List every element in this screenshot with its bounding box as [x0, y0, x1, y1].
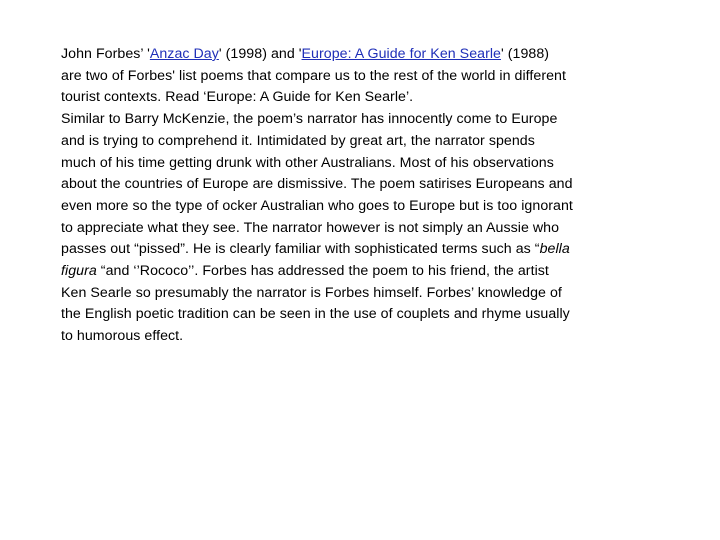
text-line — [61, 261, 666, 283]
text-segment: ' (1998) and ' — [218, 46, 302, 62]
europe-guide-link[interactable]: Europe: A Guide for Ken Searle — [301, 46, 501, 62]
text-segment: John Forbes’ ' — [61, 46, 150, 62]
text-line — [61, 239, 666, 261]
text-line: much of his time getting drunk with other Australians. Most of his observations — [61, 154, 554, 171]
text-line: to appreciate what they see. The narrator however is not simply an Aussie who — [61, 219, 560, 236]
text-line: are two of Forbes' list poems that compare us to the rest of the world in different — [61, 67, 566, 84]
text-line: the English poetic tradition can be seen in the use of couplets and rhyme usually — [61, 306, 570, 323]
text-line: Similar to Barry McKenzie, the poem’s narrator has innocently come to Europe — [61, 111, 558, 128]
text-segment: passes out “pissed”. He is clearly familiar with sophisticated terms such as — [61, 241, 531, 258]
anzac-day-link[interactable]: Anzac Day — [149, 46, 219, 62]
text-line: Ken Searle so presumably the narrator is Forbes himself. Forbes’ knowledge of — [61, 284, 562, 301]
body-text — [61, 44, 666, 348]
text-segment: “and ‘’Rococo’’. Forbes has addressed the poem to his friend, the artist — [96, 263, 549, 280]
text-line: tourist contexts. Read ‘Europe: A Guide for Ken Searle’. — [61, 89, 414, 106]
text-line: and is trying to comprehend it. Intimidated by great art, the narrator spends — [61, 132, 535, 149]
italic-term: figura — [61, 263, 97, 280]
text-line — [61, 44, 666, 66]
italic-term: bella — [539, 241, 570, 258]
text-segment: “ — [530, 241, 540, 258]
text-line: to humorous effect. — [61, 328, 184, 345]
text-line: even more so the type of ocker Australian who goes to Europe but is too ignorant — [61, 197, 573, 214]
text-line: about the countries of Europe are dismissive. The poem satirises Europeans and — [61, 176, 573, 193]
text-segment: ' (1988) — [501, 46, 550, 62]
